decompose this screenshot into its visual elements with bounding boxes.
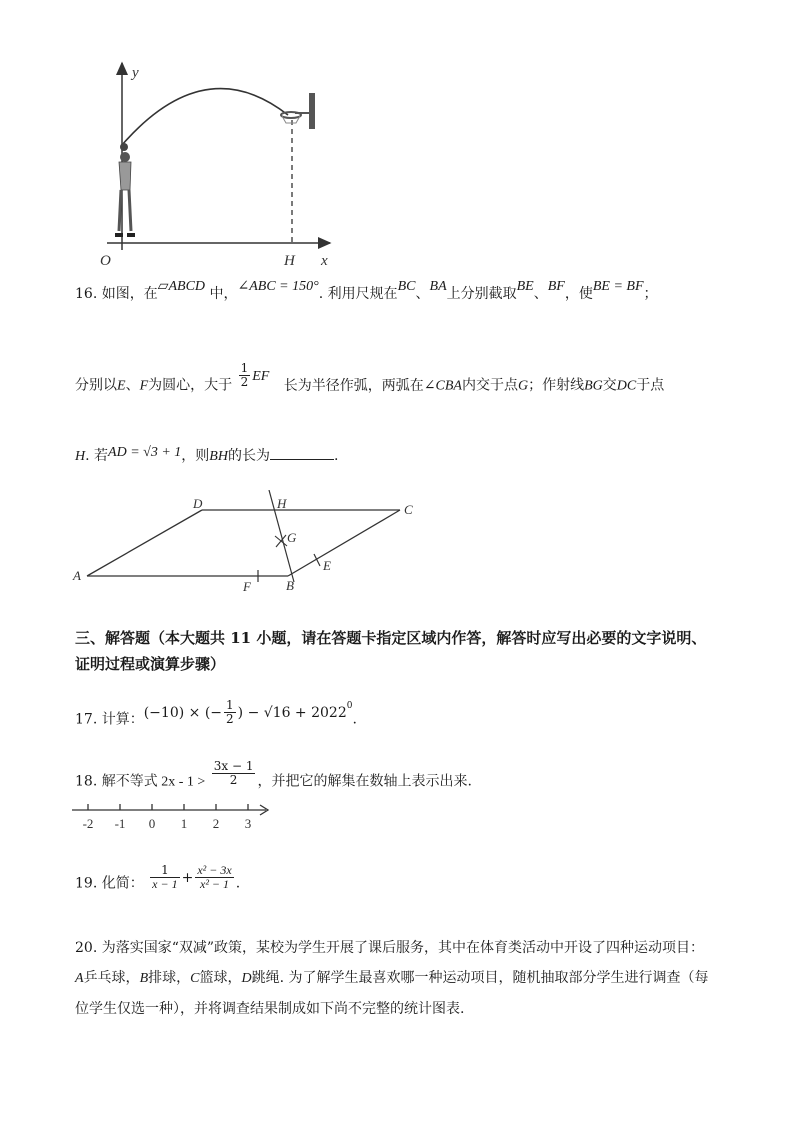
origin-label: O <box>100 253 111 269</box>
label-h: H <box>277 496 287 511</box>
y-axis-label: y <box>132 65 139 81</box>
q16-line2: 分别以E、F为圆心，大于 $\frac{1}{2}$ EF 长为半径作弧，两弧在∠CBA内交于点G；作射线BG交DC于点 <box>75 361 665 394</box>
number-line-tick-label: -1 <box>114 816 126 831</box>
q20-line2: A乒乓球，B排球，C篮球，D跳绳. 为了解学生最喜欢哪一种运动项目，随机抽取部分学生进行调查（每 <box>75 970 709 986</box>
label-c: C <box>404 502 413 517</box>
q16-line3: H. 若AD = √3 + 1，则BH的长为 . <box>75 445 339 464</box>
number-line <box>70 800 280 840</box>
parallelogram-abcd: ▱ABCD <box>157 279 206 294</box>
answer-blank <box>270 447 334 460</box>
number-line-tick-label: 2 <box>212 816 220 831</box>
q18: 18. 解不等式 2x - 1 > $\frac{3x - 1}{2}$ ，并把它的解集在数轴上表示出来. <box>75 759 472 790</box>
q16-line1: 16. 如图，在▱ABCD 中，∠ABC = 150°. 利用尺规在BC、BA上分别截取BE、BF，使BE = BF； <box>75 279 658 302</box>
label-d: D <box>193 496 203 511</box>
ball-trajectory <box>122 89 288 145</box>
label-b: B <box>286 578 294 593</box>
side-bc <box>288 510 400 576</box>
q20-line1: 20. 为落实国家“双减”政策，某校为学生开展了课后服务，其中在体育类活动中开设了四种运动项目： <box>75 940 705 956</box>
side-ad <box>87 510 202 576</box>
q20-line3: 位学生仅选一种），并将调查结果制成如下尚不完整的统计图表. <box>75 1001 465 1017</box>
point-h-label: H <box>284 253 295 269</box>
section-heading: 三、解答题（本大题共 11 小题，请在答题卡指定区域内作答，解答时应写出必要的文字说明、 证明过程或演算步骤） <box>75 629 707 673</box>
ad-equation: AD = √3 + 1 <box>108 445 182 460</box>
q16-number: 16. <box>75 286 98 302</box>
angle-abc: ∠ABC = 150° <box>237 279 319 294</box>
number-line-tick-label: 3 <box>244 816 252 831</box>
half-fraction: $\frac{1}{2}$ <box>240 361 249 389</box>
q17: 17. 计算：(−10) × (− $\frac{1}{2}$ ) − $√16 + 2022^0$. <box>75 698 357 728</box>
number-line-tick-label: 0 <box>148 816 156 831</box>
x-axis-label: x <box>321 253 328 269</box>
number-line-tick-label: 1 <box>180 816 188 831</box>
projectile-figure <box>95 55 345 270</box>
q19: 19. 化简： $\frac{1}{x - 1}$ + $\frac{\text{x² − 3x}}{\text{x² − 1}}$ . <box>75 863 241 892</box>
basketball-hoop-icon <box>281 93 315 129</box>
parallelogram-figure <box>70 490 430 595</box>
player-icon <box>115 143 135 235</box>
label-f: F <box>243 579 251 594</box>
q20 <box>75 933 709 1024</box>
number-line-tick-label: -2 <box>82 816 94 831</box>
label-e: E <box>323 558 331 573</box>
label-g: G <box>287 530 297 545</box>
label-a: A <box>73 568 81 583</box>
